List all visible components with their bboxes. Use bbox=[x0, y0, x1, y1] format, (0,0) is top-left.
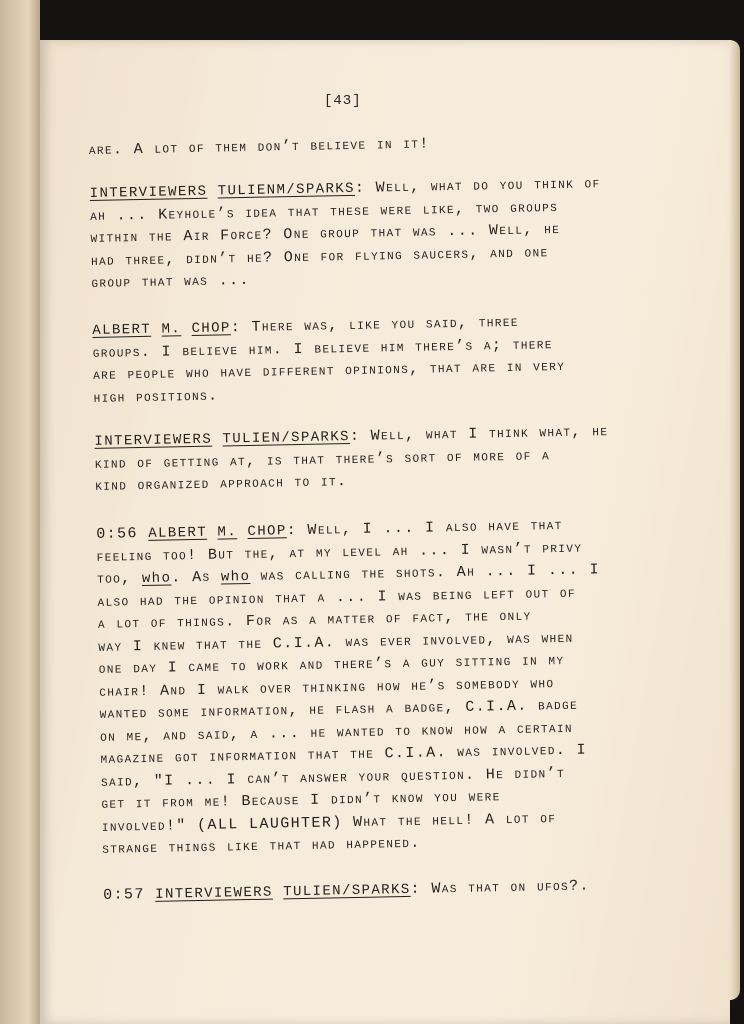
transcript-paragraph bbox=[94, 421, 635, 499]
line-text: had three, didn’t he? One for flying saucers, and one bbox=[90, 243, 549, 270]
line-text: one day I came to work and there’s a guy sitting in my bbox=[98, 651, 565, 678]
line-text: a lot of things. For as a matter of fact, the only bbox=[97, 607, 532, 633]
transcript-paragraph bbox=[92, 310, 634, 410]
line-text: get it from me! Because I didn’t know you were bbox=[101, 788, 501, 813]
line-text: said, "I ... I can’t answer your question. He didn’t bbox=[100, 764, 566, 791]
line-text: : Well, what I think what, he bbox=[349, 423, 609, 446]
line-text: too, bbox=[96, 570, 143, 588]
line-text: : Well, what do you think of bbox=[354, 175, 601, 197]
line-text: strange things like that had happened. bbox=[102, 834, 421, 858]
underlined-text: who bbox=[220, 568, 251, 586]
line-text bbox=[151, 321, 162, 338]
line-text bbox=[181, 320, 192, 337]
line-text: : There was, like you said, three bbox=[230, 313, 519, 337]
facing-page-edge bbox=[0, 0, 40, 1024]
underlined-text: CHOP bbox=[191, 320, 231, 338]
line-text: wanted some information, he flash a badge, C.I.A. badge bbox=[99, 696, 579, 723]
underlined-text: M. bbox=[161, 321, 182, 338]
line-text: 0:57 bbox=[103, 885, 156, 904]
underlined-text: TULIENM/SPARKS bbox=[217, 180, 356, 200]
line-text: ah ... Keyhole’s idea that these were like, two groups bbox=[89, 198, 559, 225]
underlined-text: TULIEN/SPARKS bbox=[222, 429, 351, 448]
line-text bbox=[237, 523, 248, 540]
underlined-text: ALBERT bbox=[148, 524, 208, 542]
line-text: high positions. bbox=[93, 387, 219, 407]
line-text: chair! And I walk over thinking how he’s somebody who bbox=[99, 674, 555, 701]
line-text: was calling the shots. Ah ... I ... I bbox=[250, 561, 601, 585]
underlined-text: CHOP bbox=[247, 523, 287, 540]
line-text: kind organized approach to it. bbox=[95, 473, 348, 495]
line-text: are. A lot of them don’t believe in it! bbox=[88, 135, 430, 159]
line-text: 0:56 bbox=[96, 524, 149, 543]
line-text: groups. I believe him. I believe him there’s a; there bbox=[92, 335, 553, 362]
underlined-text: ALBERT bbox=[92, 321, 152, 339]
transcript-paragraph bbox=[96, 514, 642, 862]
underlined-text: INTERVIEWERS bbox=[155, 884, 273, 903]
line-text: within the Air Force? One group that was ... Well, he bbox=[90, 220, 561, 247]
line-text: : Well, I ... I also have that bbox=[286, 516, 563, 540]
underlined-text: M. bbox=[217, 524, 238, 541]
underlined-text: who bbox=[141, 570, 172, 588]
line-text: magazine got information that the C.I.A. was involved. I bbox=[100, 741, 588, 768]
transcript-paragraph bbox=[90, 173, 632, 296]
line-text: way I knew that the C.I.A. was ever involved, was when bbox=[98, 629, 574, 656]
line-text: group that was ... bbox=[91, 271, 250, 292]
underlined-text: TULIEN/SPARKS bbox=[283, 881, 411, 901]
line-text bbox=[207, 524, 218, 541]
line-text bbox=[207, 183, 218, 200]
underlined-text: INTERVIEWERS bbox=[89, 183, 208, 202]
line-text: on me, and said, a ... he wanted to know how a certain bbox=[99, 719, 574, 746]
line-text bbox=[273, 883, 284, 900]
page-number: [43] bbox=[324, 93, 362, 109]
line-text: : Was that on ufos?. bbox=[410, 877, 590, 898]
underlined-text: INTERVIEWERS bbox=[94, 431, 213, 450]
line-text: kind of getting at, is that there’s sort of more of a bbox=[94, 446, 551, 473]
line-text: are people who have different opinions, that are in very bbox=[93, 357, 566, 384]
line-text: involved!" (ALL LAUGHTER) What the hell! A lot of bbox=[101, 809, 557, 836]
line-text bbox=[212, 430, 223, 447]
line-text: feeling too! But the, at my level ah ... I wasn’t privy bbox=[96, 539, 583, 566]
line-text: also had the opinion that a ... I was being left out of bbox=[97, 584, 577, 611]
line-text: . As bbox=[171, 568, 222, 587]
